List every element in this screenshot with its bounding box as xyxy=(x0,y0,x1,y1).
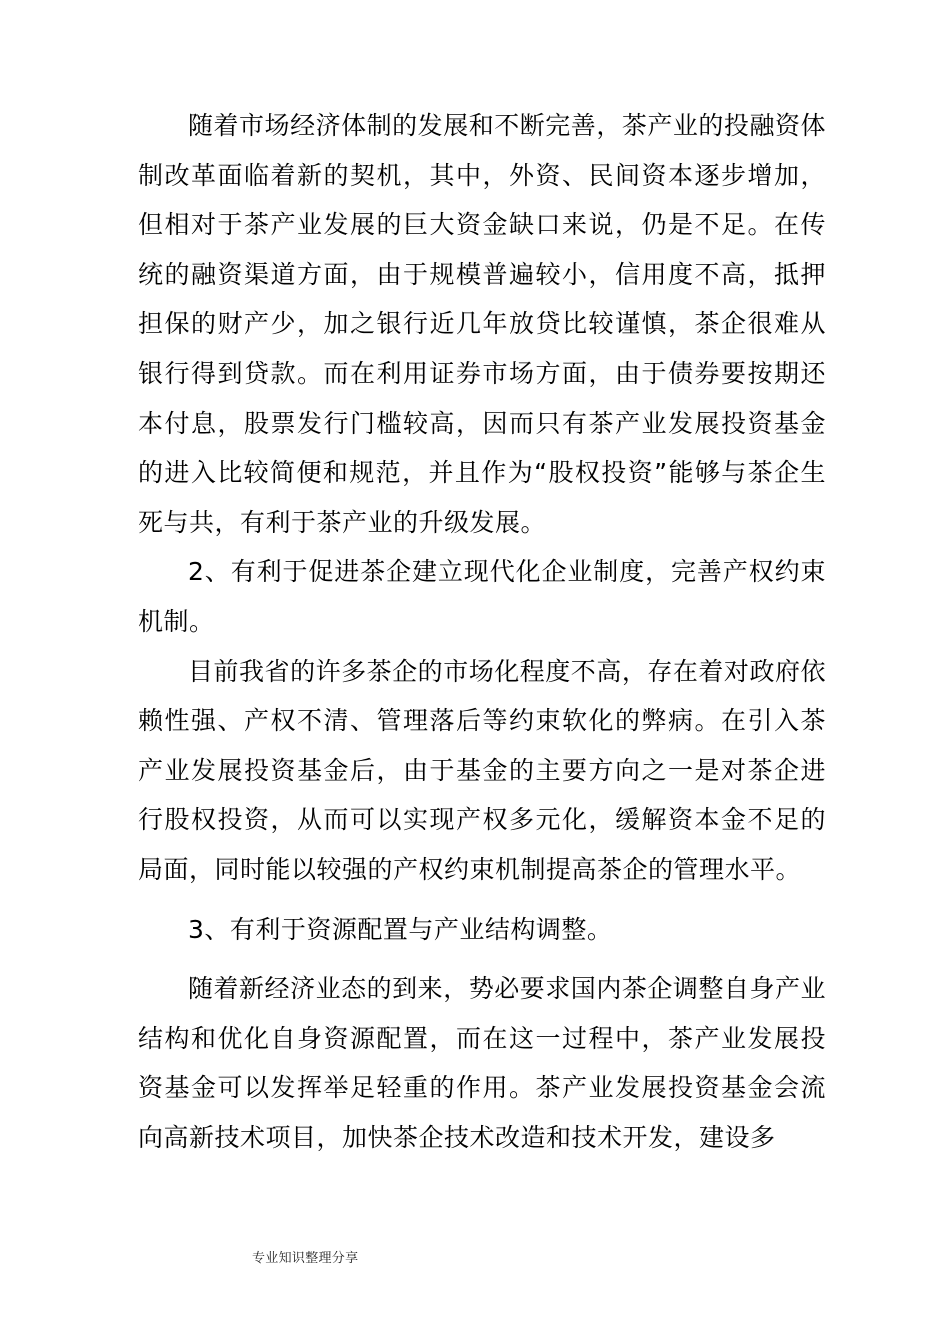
paragraph-industry-restructuring: 随着新经济业态的到来，势必要求国内茶企调整自身产业结构和优化自身资源配置，而在这一过程中，茶产业发展投资基金可以发挥举足轻重的作用。茶产业发展投资基金会流向高新技术项目，加快茶企技术改造和技术开发，建设多 xyxy=(138,974,826,1152)
paragraph-property-rights: 目前我省的许多茶企的市场化程度不高，存在着对政府依赖性强、产权不清、管理落后等约束软化的弊病。在引入茶产业发展投资基金后，由于基金的主要方向之一是对茶企进行股权投资，从而可以实现产权多元化，缓解资本金不足的局面，同时能以较强的产权约束机制提高茶企的管理水平。 xyxy=(138,656,826,884)
heading-resource-allocation: 3、有利于资源配置与产业结构调整。 xyxy=(188,914,613,944)
heading-modern-enterprise-system: 2、有利于促进茶企建立现代化企业制度，完善产权约束机制。 xyxy=(138,557,826,636)
paragraph-financing-channels: 随着市场经济体制的发展和不断完善，茶产业的投融资体制改革面临着新的契机，其中，外资、民间资本逐步增加，但相对于茶产业发展的巨大资金缺口来说，仍是不足。在传统的融资渠道方面，由于规模普遍较小，信用度不高，抵押担保的财产少，加之银行近几年放贷比较谨慎，茶企很难从银行得到贷款。而在利用证券市场方面，由于债券要按期还本付息，股票发行门槛较高，因而只有茶产业发展投资基金的进入比较简便和规范，并且作为“股权投资”能够与茶企生死与共，有利于茶产业的升级发展。 xyxy=(138,111,826,537)
document-body xyxy=(138,101,826,1162)
page-footer: 专业知识整理分享 xyxy=(252,1251,359,1266)
